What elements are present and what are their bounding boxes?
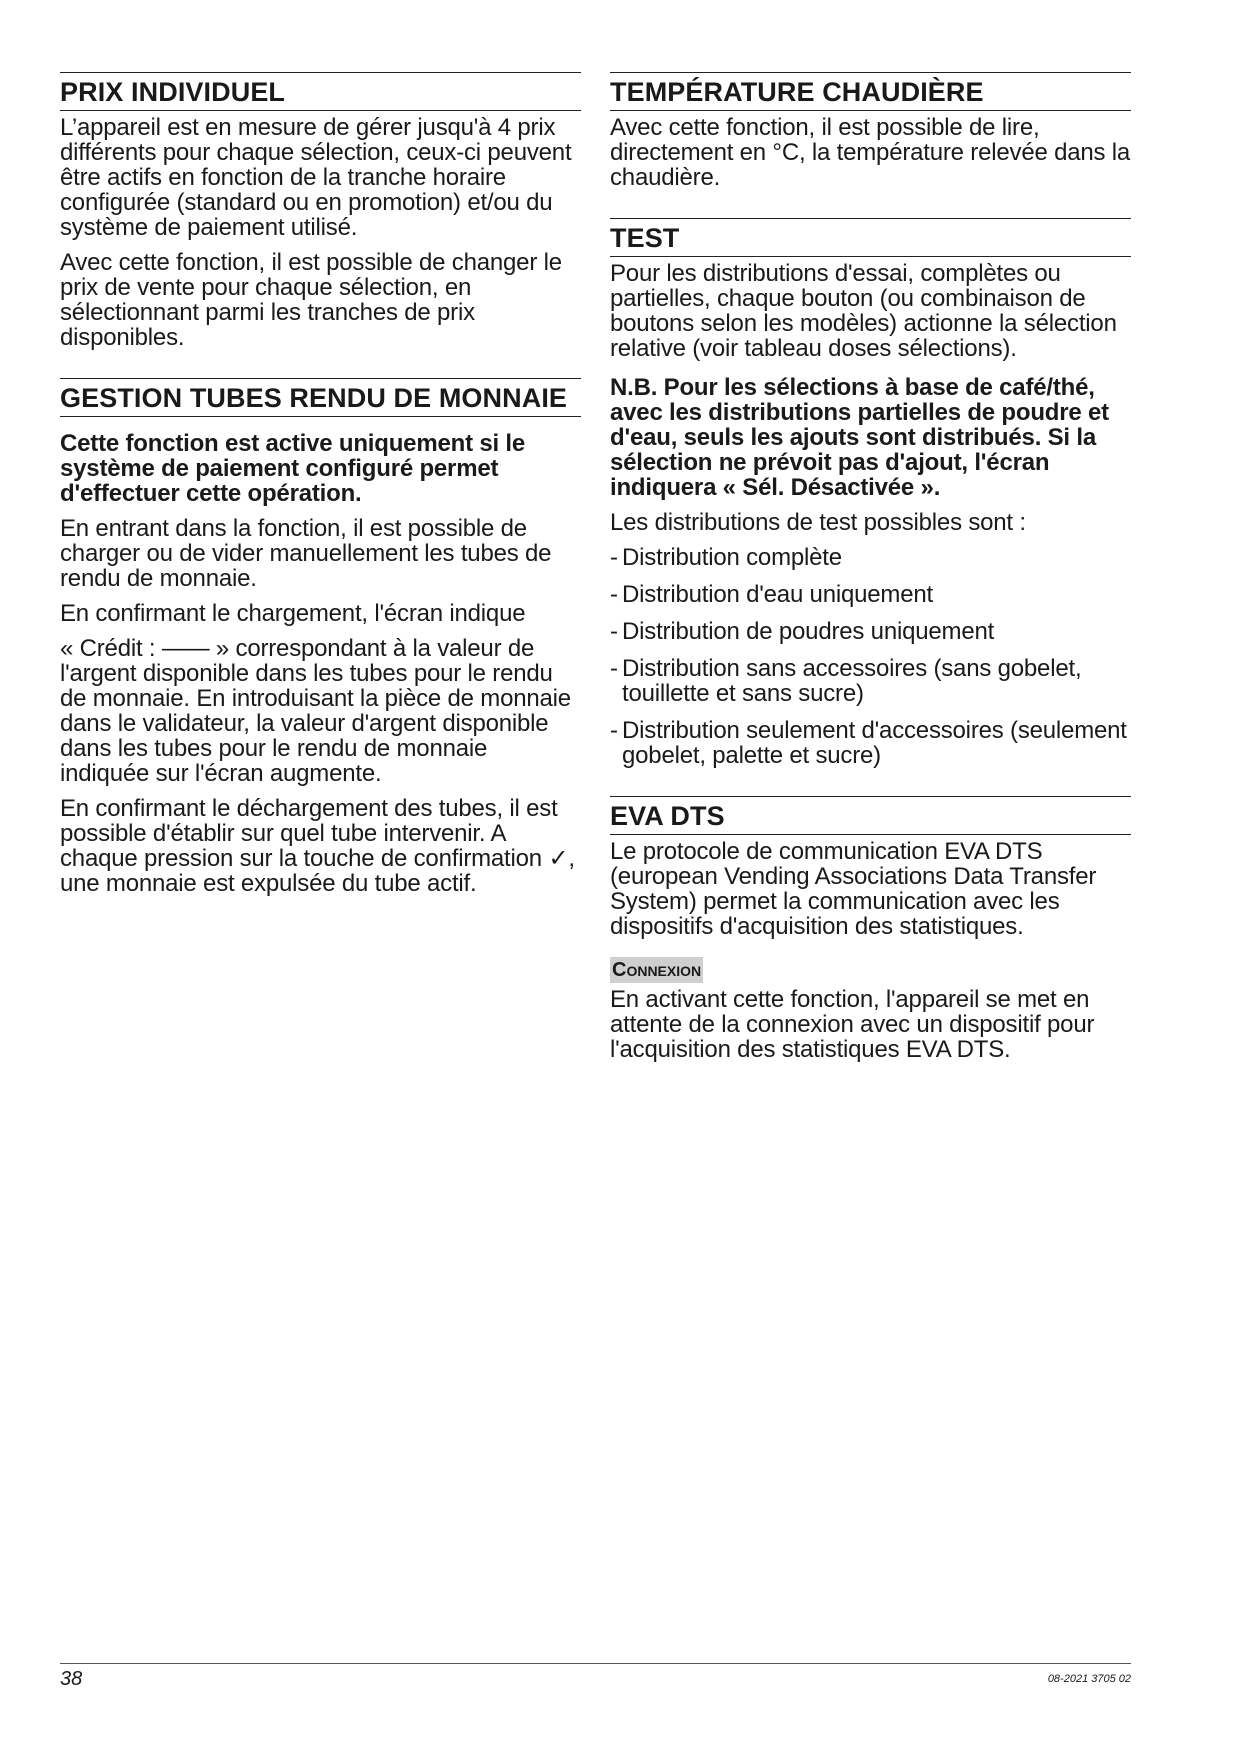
checkmark-icon: ✓ xyxy=(548,844,569,872)
section-title: TEMPÉRATURE CHAUDIÈRE xyxy=(610,72,1131,111)
list-item: - Distribution sans accessoires (sans gobelet, touillette et sans sucre) xyxy=(610,656,1131,706)
right-column xyxy=(610,72,1131,1090)
paragraph-text: En confirmant le déchargement des tubes, il est possible d'établir sur quel tube intervenir. A chaque pression sur la touche de confirmation xyxy=(60,795,558,872)
bold-note: N.B. Pour les sélections à base de café/thé, avec les distributions partielles de poudre et d'eau, seuls les ajouts sont distribués. Si la sélection ne prévoit pas d'ajout, l'écran indiquera « Sél. Désactivée ». xyxy=(610,374,1109,501)
section-prix-individuel xyxy=(60,72,581,350)
bold-note: Cette fonction est active uniquement si le système de paiement configuré permet d'effectuer cette opération. xyxy=(60,430,526,507)
paragraph: « Crédit : —— » correspondant à la valeur de l'argent disponible dans les tubes pour le rendu de monnaie. En introduisant la pièce de monnaie dans le validateur, la valeur d'argent disponible dans les tubes pour le rendu de monnaie indiquée sur l'écran augmente. xyxy=(60,635,571,787)
paragraph: Les distributions de test possibles sont : xyxy=(610,509,1026,536)
sub-heading: Connexion xyxy=(612,959,702,981)
section-temperature xyxy=(610,72,1131,190)
list-item: - Distribution de poudres uniquement xyxy=(610,619,1131,644)
section-title: GESTION TUBES RENDU DE MONNAIE xyxy=(60,378,581,417)
paragraph: En entrant dans la fonction, il est possible de charger ou de vider manuellement les tubes de rendu de monnaie. xyxy=(60,515,552,592)
paragraph xyxy=(60,796,581,896)
paragraph: L’appareil est en mesure de gérer jusqu'à 4 prix différents pour chaque sélection, ceux-ci peuvent être actifs en fonction de la tranche horaire configurée (standard ou en promotion) et/ou du système de paiement utilisé. xyxy=(60,114,572,241)
section-gestion-tubes xyxy=(60,378,581,896)
footer-divider xyxy=(60,1663,1131,1664)
section-eva-dts xyxy=(610,796,1131,1062)
test-list xyxy=(610,545,1131,768)
paragraph-text: , une monnaie est expulsée du tube actif. xyxy=(60,845,575,897)
section-test xyxy=(610,218,1131,768)
page-number: 38 xyxy=(60,1668,83,1690)
section-title: PRIX INDIVIDUEL xyxy=(60,72,581,111)
paragraph: En confirmant le chargement, l'écran indique xyxy=(60,600,526,627)
list-item: - Distribution d'eau uniquement xyxy=(610,582,1131,607)
paragraph: Avec cette fonction, il est possible de lire, directement en °C, la température relevée dans la chaudière. xyxy=(610,114,1131,191)
document-code: 08-2021 3705 02 xyxy=(1047,1673,1131,1685)
left-column xyxy=(60,72,581,924)
paragraph: En activant cette fonction, l'appareil se met en attente de la connexion avec un dispositif pour l'acquisition des statistiques EVA DTS. xyxy=(610,986,1095,1063)
paragraph: Le protocole de communication EVA DTS (european Vending Associations Data Transfer System) permet la communication avec les dispositifs d'acquisition des statistiques. xyxy=(610,838,1097,940)
list-item: - Distribution complète xyxy=(610,545,1131,570)
section-title: EVA DTS xyxy=(610,796,1131,835)
paragraph: Pour les distributions d'essai, complètes ou partielles, chaque bouton (ou combinaison de boutons selon les modèles) actionne la sélection relative (voir tableau doses sélections). xyxy=(610,260,1117,362)
list-item: - Distribution seulement d'accessoires (seulement gobelet, palette et sucre) xyxy=(610,718,1131,768)
paragraph: Avec cette fonction, il est possible de changer le prix de vente pour chaque sélection, en sélectionnant parmi les tranches de prix disponibles. xyxy=(60,249,562,351)
section-title: TEST xyxy=(610,218,1131,257)
